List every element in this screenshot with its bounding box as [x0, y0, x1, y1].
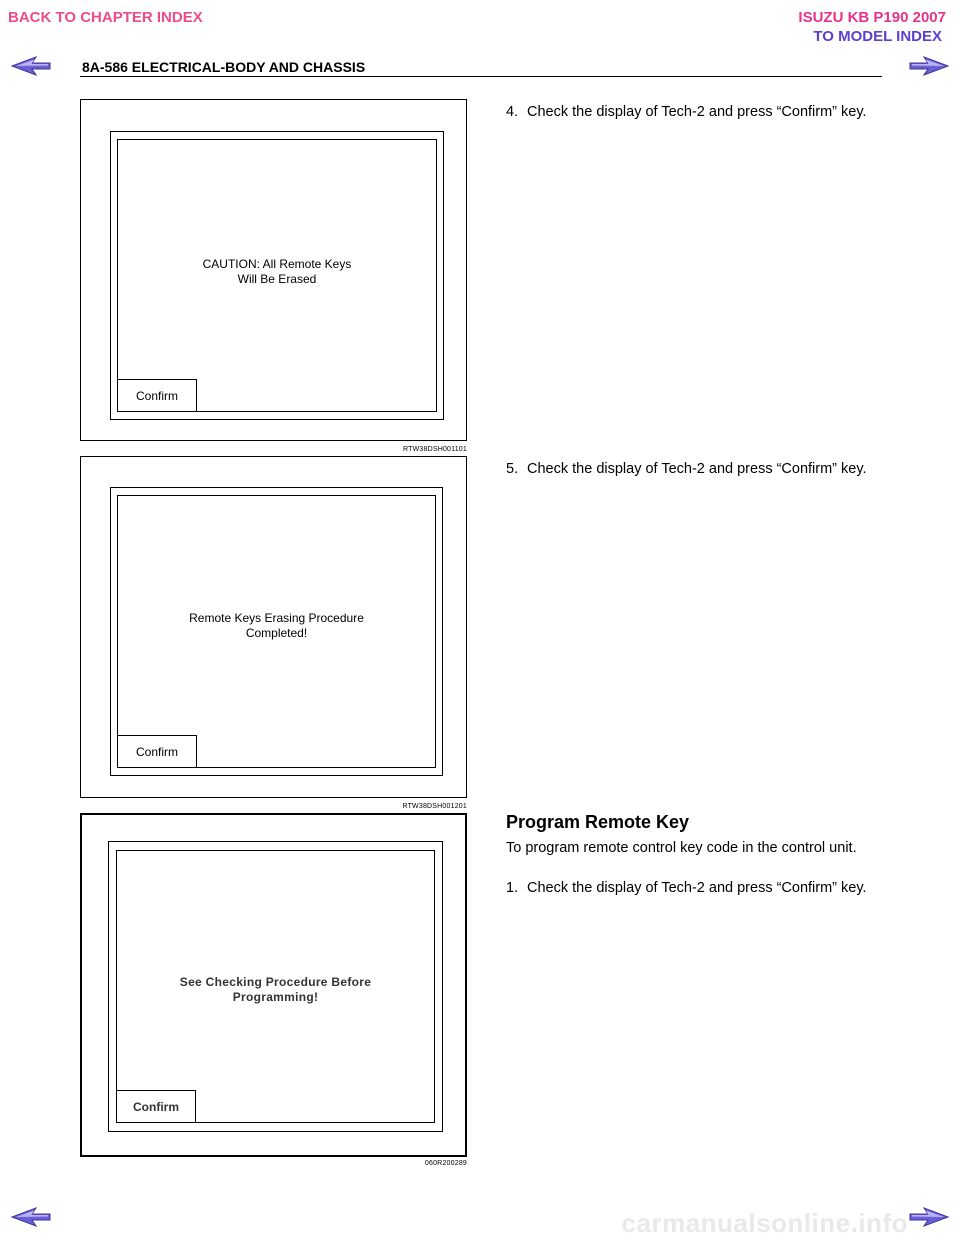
- tech2-screen-figure-1: [80, 99, 467, 441]
- step-text: Check the display of Tech-2 and press “Confirm” key.: [527, 104, 867, 120]
- message-line-2: Will Be Erased: [237, 272, 317, 286]
- screen-message: [118, 611, 435, 641]
- tech2-screen-frame: [108, 841, 443, 1132]
- section-intro: To program remote control key code in the control unit.: [506, 840, 857, 856]
- tech2-screen-frame: [110, 131, 444, 420]
- figure-code: 060R200289: [424, 1160, 467, 1167]
- screen-message: [117, 975, 434, 1005]
- message-line-2: Completed!: [245, 626, 308, 640]
- step-number: 4.: [506, 104, 519, 120]
- step-item: [506, 101, 882, 124]
- tech2-screen-figure-2: [80, 456, 467, 798]
- step-item: [506, 458, 882, 481]
- back-to-chapter-index-link[interactable]: BACK TO CHAPTER INDEX: [8, 9, 203, 26]
- message-line-1: See Checking Procedure Before: [179, 975, 372, 989]
- footer-watermark: carmanualsonline.info: [621, 1208, 908, 1238]
- confirm-button[interactable]: Confirm: [117, 379, 197, 412]
- tech2-screen-frame: [110, 487, 443, 776]
- tech2-display: [116, 850, 435, 1123]
- step-text: Check the display of Tech-2 and press “Confirm” key.: [527, 880, 867, 896]
- message-line-1: Remote Keys Erasing Procedure: [189, 611, 364, 625]
- step-item: [506, 877, 882, 900]
- step-number: 5.: [506, 461, 519, 477]
- section-title: Program Remote Key: [506, 812, 690, 832]
- previous-page-arrow-icon[interactable]: [10, 55, 52, 77]
- page-header: 8A-586 ELECTRICAL-BODY AND CHASSIS: [82, 59, 366, 75]
- message-line-1: CAUTION: All Remote Keys: [202, 257, 352, 271]
- tech2-screen-figure-3: [80, 813, 467, 1157]
- header-divider: [80, 76, 882, 77]
- figure-code: RTW38DSH001101: [402, 446, 467, 453]
- step-number: 1.: [506, 880, 519, 896]
- figure-code: RTW38DSH001201: [402, 803, 467, 810]
- next-page-arrow-icon[interactable]: [908, 1206, 950, 1228]
- previous-page-arrow-icon[interactable]: [10, 1206, 52, 1228]
- step-text: Check the display of Tech-2 and press “Confirm” key.: [527, 461, 867, 477]
- confirm-button[interactable]: Confirm: [117, 735, 197, 768]
- next-page-arrow-icon[interactable]: [908, 55, 950, 77]
- confirm-button[interactable]: Confirm: [116, 1090, 196, 1123]
- screen-message: [118, 257, 436, 287]
- model-title: ISUZU KB P190 2007: [798, 9, 946, 26]
- tech2-display: [117, 495, 436, 768]
- to-model-index-link[interactable]: TO MODEL INDEX: [813, 28, 942, 45]
- tech2-display: [117, 139, 437, 412]
- message-line-2: Programming!: [232, 990, 319, 1004]
